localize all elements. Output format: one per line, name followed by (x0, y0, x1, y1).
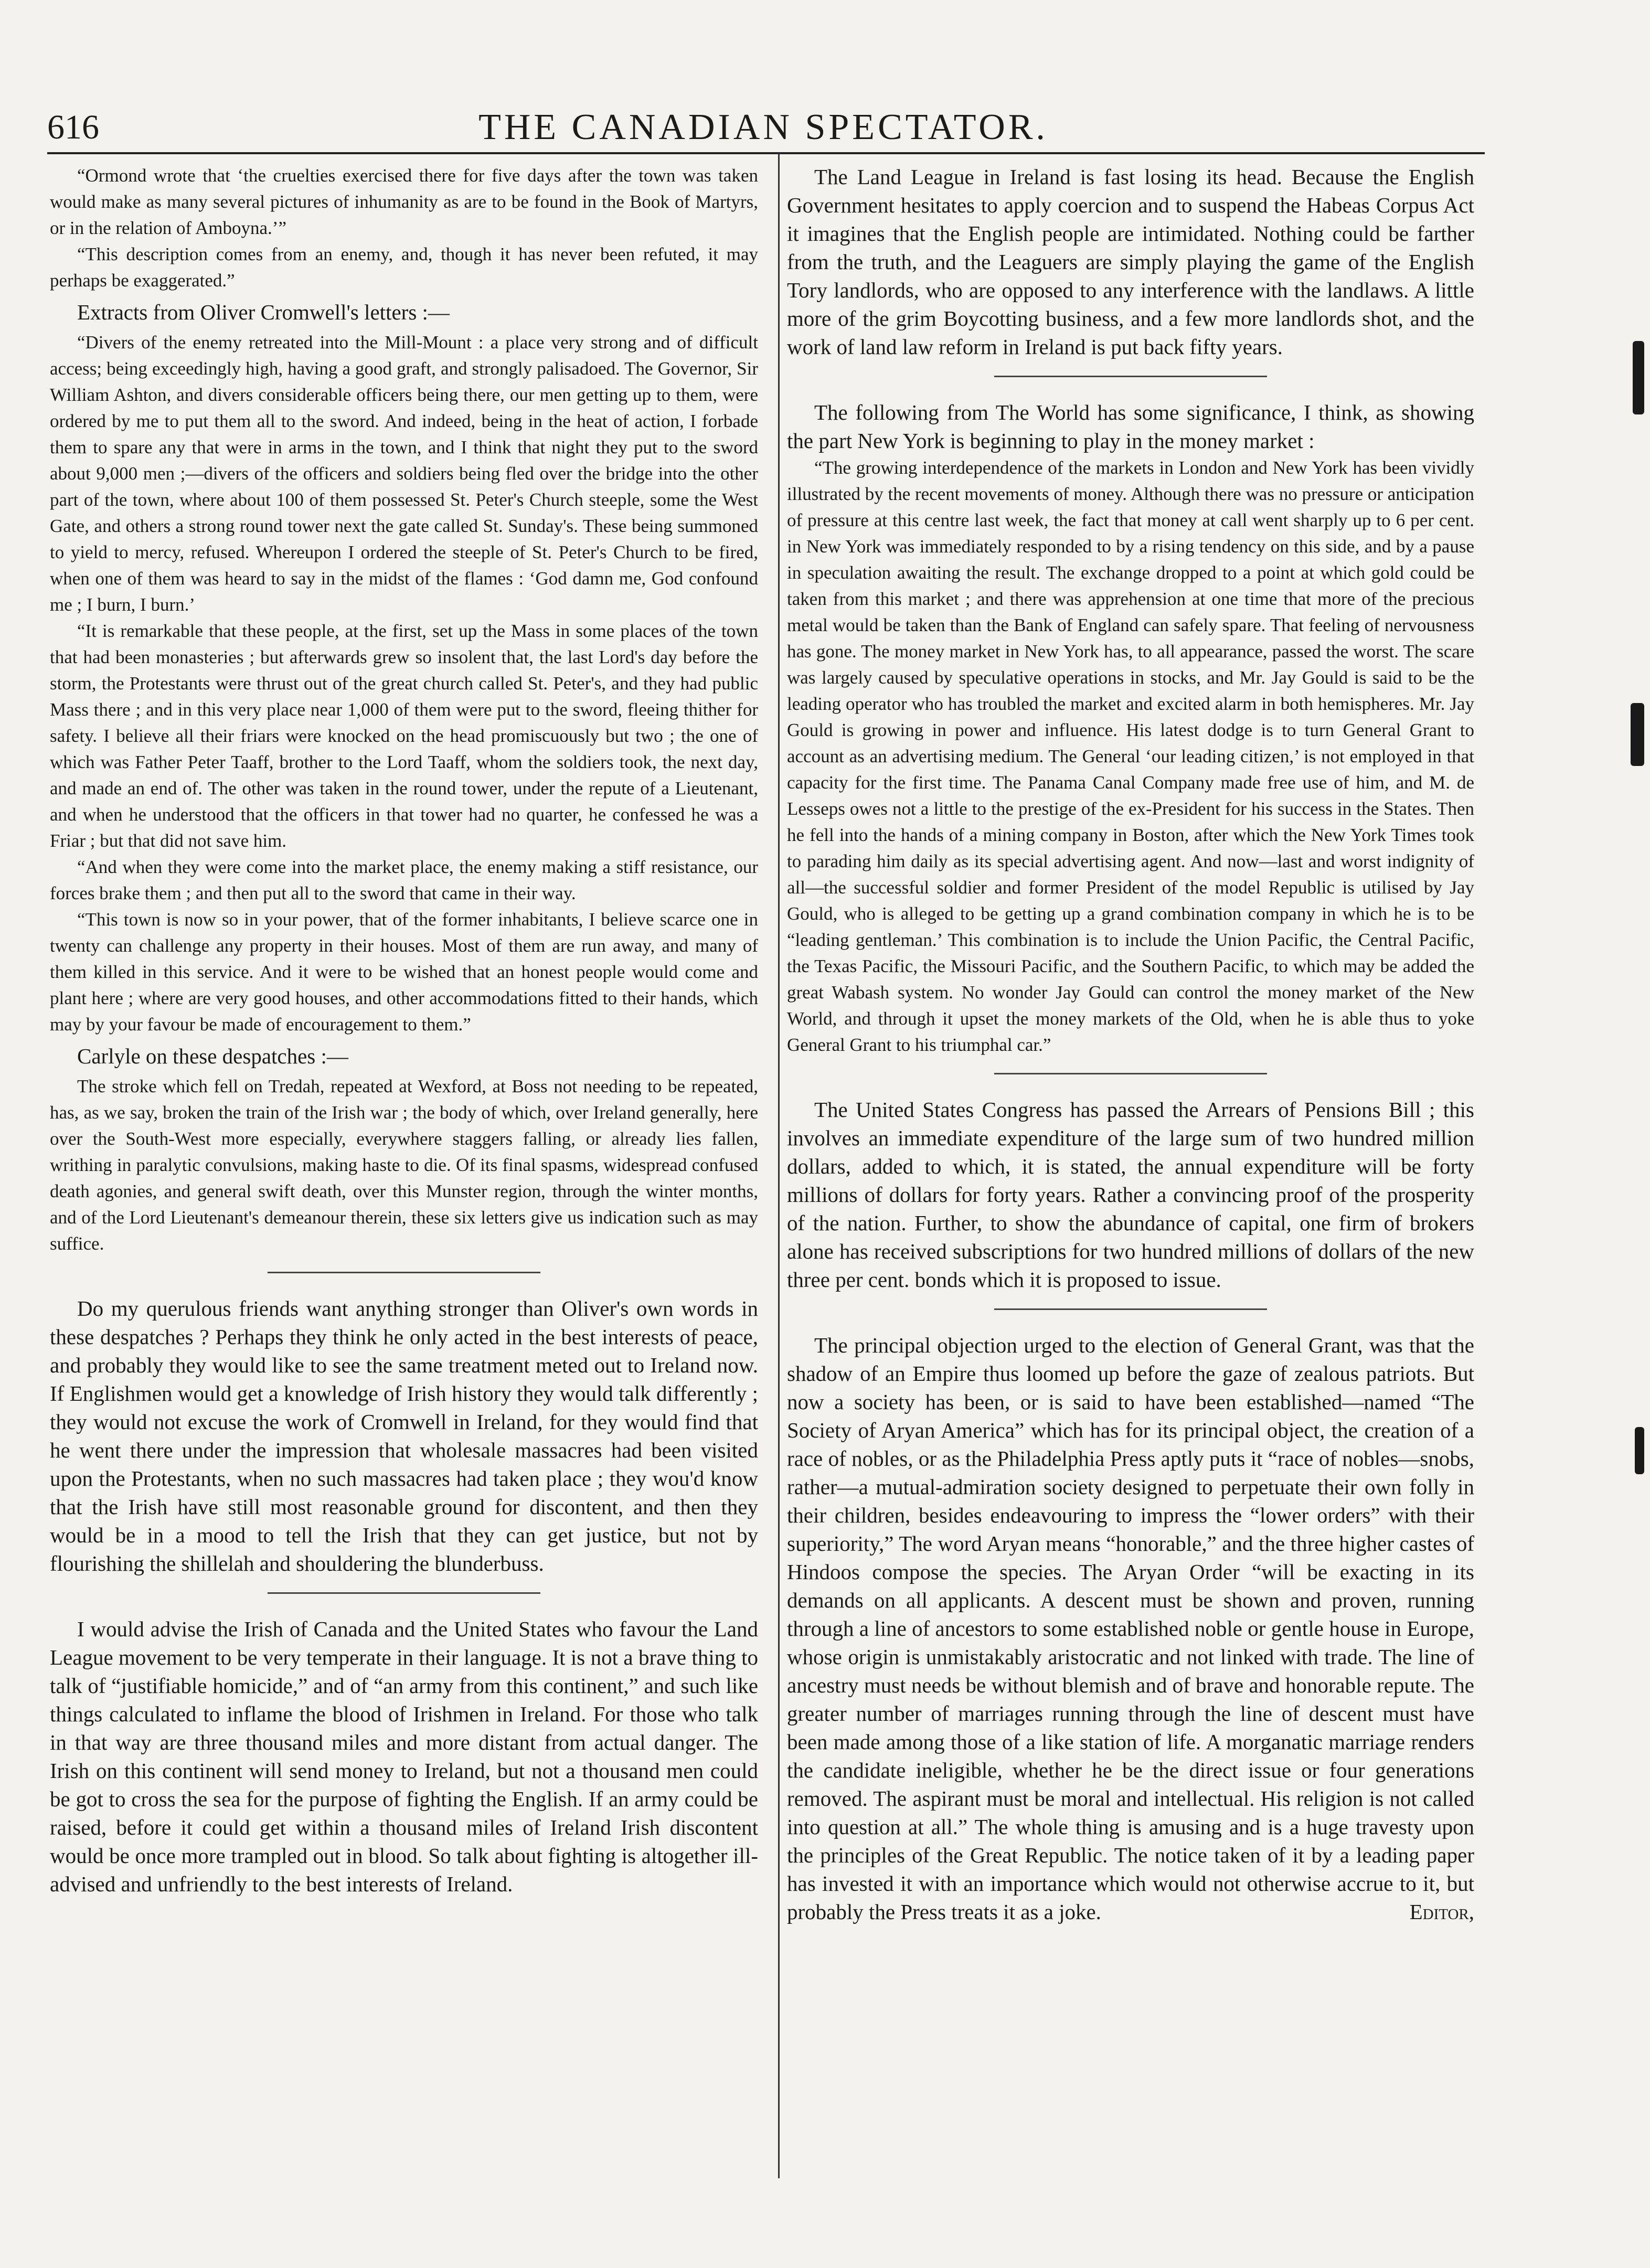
scan-margin-mark (1631, 703, 1644, 766)
paragraph-congress: The United States Congress has passed the Arrears of Pensions Bill ; this involves an immediate expenditure of the large sum of two hundred million dollars, added to which, it is stated, the annual expenditure will be forty millions of dollars for forty years. Rather a convincing proof of the prosperity of the nation. Further, to show the abundance of capital, one firm of brokers alone has received subscriptions for two hundred millions of dollars of the new three per cent. bonds which it is proposed to issue. (787, 1098, 1474, 1292)
section-rule (994, 1073, 1267, 1074)
cromwell-letter-3: “And when they were come into the market place, the enemy making a stiff resistance, our forces brake them ; and then put all to the sword that came in their way. (50, 857, 758, 903)
carlyle-text: The stroke which fell on Tredah, repeated at Wexford, at Boss not needing to be repeated, has, as we say, broken the train of the Irish war ; the body of which, over Ireland generally, here over the South-West more especially, everywhere staggers falling, or already lies fallen, writhing in paralytic convulsions, making haste to die. Of its final spasms, widespread confused death agonies, and general swift death, over this Munster region, through the winter months, and of the Lord Lieutenant's demeanour therein, these six letters give us indication such as may suffice. (50, 1076, 758, 1254)
column-divider (778, 153, 780, 2178)
cromwell-letter-4: “This town is now so in your power, that of the former inhabitants, I believe scarce one in twenty can challenge any property in their houses. Most of them are run away, and many of them killed in this service. And it were to be wished that an honest people would come and plant here ; where are very good houses, and other accommodations fitted to their hands, which may by your favour be made of encouragement to them.” (50, 909, 758, 1035)
header-rule (47, 152, 1485, 154)
paragraph-advise: I would advise the Irish of Canada and the United States who favour the Land League movement to be very temperate in their language. It is not a brave thing to talk of “justifiable homicide,” and of “an army from this continent,” and such like things calculated to inflame the blood of Irishmen in Ireland. For those who talk in that way are three thousand miles and more distant from actual danger. The Irish on this continent will send money to Ireland, but not a thousand men could be got to cross the sea for the purpose of fighting the English. If an army could be raised, before it could get within a thousand miles of Ireland Irish discontent would be once more trampled out in blood. So talk about fighting is altogether ill-advised and unfriendly to the best interests of Ireland. (50, 1617, 758, 1896)
section-rule (994, 376, 1267, 377)
scan-margin-mark (1633, 341, 1644, 414)
page-number: 616 (47, 108, 99, 146)
scan-margin-mark (1635, 1427, 1644, 1474)
carlyle-heading: Carlyle on these despatches :— (77, 1044, 348, 1068)
editor-signature: Editor, (1409, 1900, 1474, 1924)
paragraph-world-intro: The following from The World has some significance, I think, as showing the part New York is beginning to play in the money market : (787, 400, 1474, 453)
cromwell-letter-1: “Divers of the enemy retreated into the Mill-Mount : a place very strong and of difficult access; being exceedingly high, having a good graft, and strongly palisadoed. The Governor, Sir William Ashton, and divers considerable officers being there, our men getting up to them, were ordered by me to put them all to the sword. And indeed, being in the heat of action, I forbade them to spare any that were in arms in the town, and I think that night they put to the sword about 9,000 men ;—divers of the officers and soldiers being fled over the bridge into the other part of the town, where about 100 of them possessed St. Peter's Church steeple, some the West Gate, and others a strong round tower next the gate called St. Sunday's. These being summoned to yield to mercy, refused. Whereupon I ordered the steeple of St. Peter's Church to be fired, when one of them was heard to say in the midst of the flames : ‘God damn me, God confound me ; I burn, I burn.’ (50, 332, 758, 615)
extracts-heading: Extracts from Oliver Cromwell's letters :— (77, 300, 450, 324)
paragraph-land-league: The Land League in Ireland is fast losing its head. Because the English Government hesitates to apply coercion and to suspend the Habeas Corpus Act it imagines that the English people are intimidated. Nothing could be farther from the truth, and the Leaguers are simply playing the game of the English Tory landlords, who are opposed to any interference with the landlaws. A little more of the grim Boycotting business, and a few more landlords shot, and the work of land law reform in Ireland is put back fifty years. (787, 165, 1474, 359)
right-column (787, 163, 1474, 1926)
cromwell-letter-2: “It is remarkable that these people, at the first, set up the Mass in some places of the town that had been monasteries ; but afterwards grew so insolent that, the last Lord's day before the storm, the Protestants were thrust out of the great church called St. Peter's, and they had public Mass there ; and in this very place near 1,000 of them were put to the sword, fleeing thither for safety. I believe all their friars were knocked on the head promiscuously but two ; the one of which was Father Peter Taaff, brother to the Lord Taaff, whom the soldiers took, the next day, and made an end of. The other was taken in the round tower, under the repute of a Lieutenant, and when he understood that the officers in that tower had no quarter, he confessed he was a Friar ; but that did not save him. (50, 621, 758, 851)
paragraph-aryan: The principal objection urged to the election of General Grant, was that the shadow of an Empire thus loomed up before the gaze of zealous patriots. But now a society has been, or is said to have been established—named “The Society of Aryan America” which has for its principal object, the creation of a race of nobles, or as the Philadelphia Press aptly puts it “race of nobles—snobs, rather—a mutual-admiration society designed to perpetuate their own folly in their children, besides endeavouring to impress the “lower orders” with their superiority,” The word Aryan means “honorable,” and the three higher castes of Hindoos compose the species. The Aryan Order “will be exacting in its demands on all applicants. A descent must be shown and proven, running through a line of ancestors to some established noble or gentle house in Europe, whose origin is unmistakably aristocratic and not linked with trade. The line of ancestry must needs be without blemish and of brave and honorable repute. The greater number of marriages running through the line of descent must have been made among those of a like station of life. A morganatic marriage renders the candidate ineligible, whether he be the direct issue or four generations removed. The aspirant must be moral and intellectual. His religion is not called into question at all.” The whole thing is amusing and is a huge travesty upon the principles of the Great Republic. The notice taken of it by a leading paper has invested it with an importance which would not otherwise accrue to it, but probably the Press treats it as a joke. (787, 1333, 1474, 1924)
paragraph-querulous: Do my querulous friends want anything stronger than Oliver's own words in these despatches ? Perhaps they think he only acted in the best interests of peace, and probably they would like to see the same treatment meted out to Ireland now. If Englishmen would get a knowledge of Irish history they would talk differently ; they would not excuse the work of Cromwell in Ireland, for they would find that he went there under the impression that wholesale massacres had been visited upon the Protestants, when no such massacres had taken place ; they wou'd know that the Irish have still most reasonable ground for discontent, and then they would be in a mood to tell the Irish that they can get justice, but not by flourishing the shillelah and shouldering the blunderbuss. (50, 1296, 758, 1575)
quote-description: “This description comes from an enemy, and, though it has never been refuted, it may perhaps be exaggerated.” (50, 244, 758, 291)
section-rule (268, 1272, 540, 1273)
section-rule (268, 1592, 540, 1594)
running-title: THE CANADIAN SPECTATOR. (478, 107, 1048, 147)
left-column (50, 163, 758, 1898)
page-header (47, 79, 1479, 157)
world-quote: “The growing interdependence of the markets in London and New York has been vividly illustrated by the recent movements of money. Although there was no pressure or anticipation of pressure at this centre last week, the fact that money at call went sharply up to 6 per cent. in New York was immediately responded to by a rising tendency on this side, and by a pause in speculation awaiting the result. The exchange dropped to a point at which gold could be taken from this market ; and there was apprehension at one time that more of the precious metal would be taken than the Bank of England can safely spare. That feeling of nervousness has gone. The money market in New York has, to all appearance, passed the worst. The scare was largely caused by speculative operations in stocks, and Mr. Jay Gould is said to be the leading operator who has troubled the market and excited alarm in both hemispheres. Mr. Jay Gould is growing in power and influence. His latest dodge is to turn General Grant to account as an advertising medium. The General ‘our leading citizen,’ is not employed in that capacity for the first time. The Panama Canal Company made free use of him, and M. de Lesseps owes not a little to the prestige of the ex-President for his success in the States. Then he fell into the hands of a mining company in Boston, after which the New York Times took to parading him daily as its special advertising agent. And now—last and worst indignity of all—the successful soldier and former President of the model Republic is utilised by Jay Gould, who is alleged to be getting up a grand combination company in which he is to be “leading gentleman.’ This combination is to include the Union Pacific, the Central Pacific, the Texas Pacific, the Missouri Pacific, and the Southern Pacific, to which may be added the great Wabash system. No wonder Jay Gould can control the money market of the New World, and through it upset the money markets of the Old, when he is able thus to yoke General Grant to his triumphal car.” (787, 457, 1474, 1055)
quote-ormond: “Ormond wrote that ‘the cruelties exercised there for five days after the town was taken would make as many several pictures of inhumanity as are to be found in the Book of Martyrs, or in the relation of Amboyna.’” (50, 165, 758, 238)
section-rule (994, 1308, 1267, 1310)
